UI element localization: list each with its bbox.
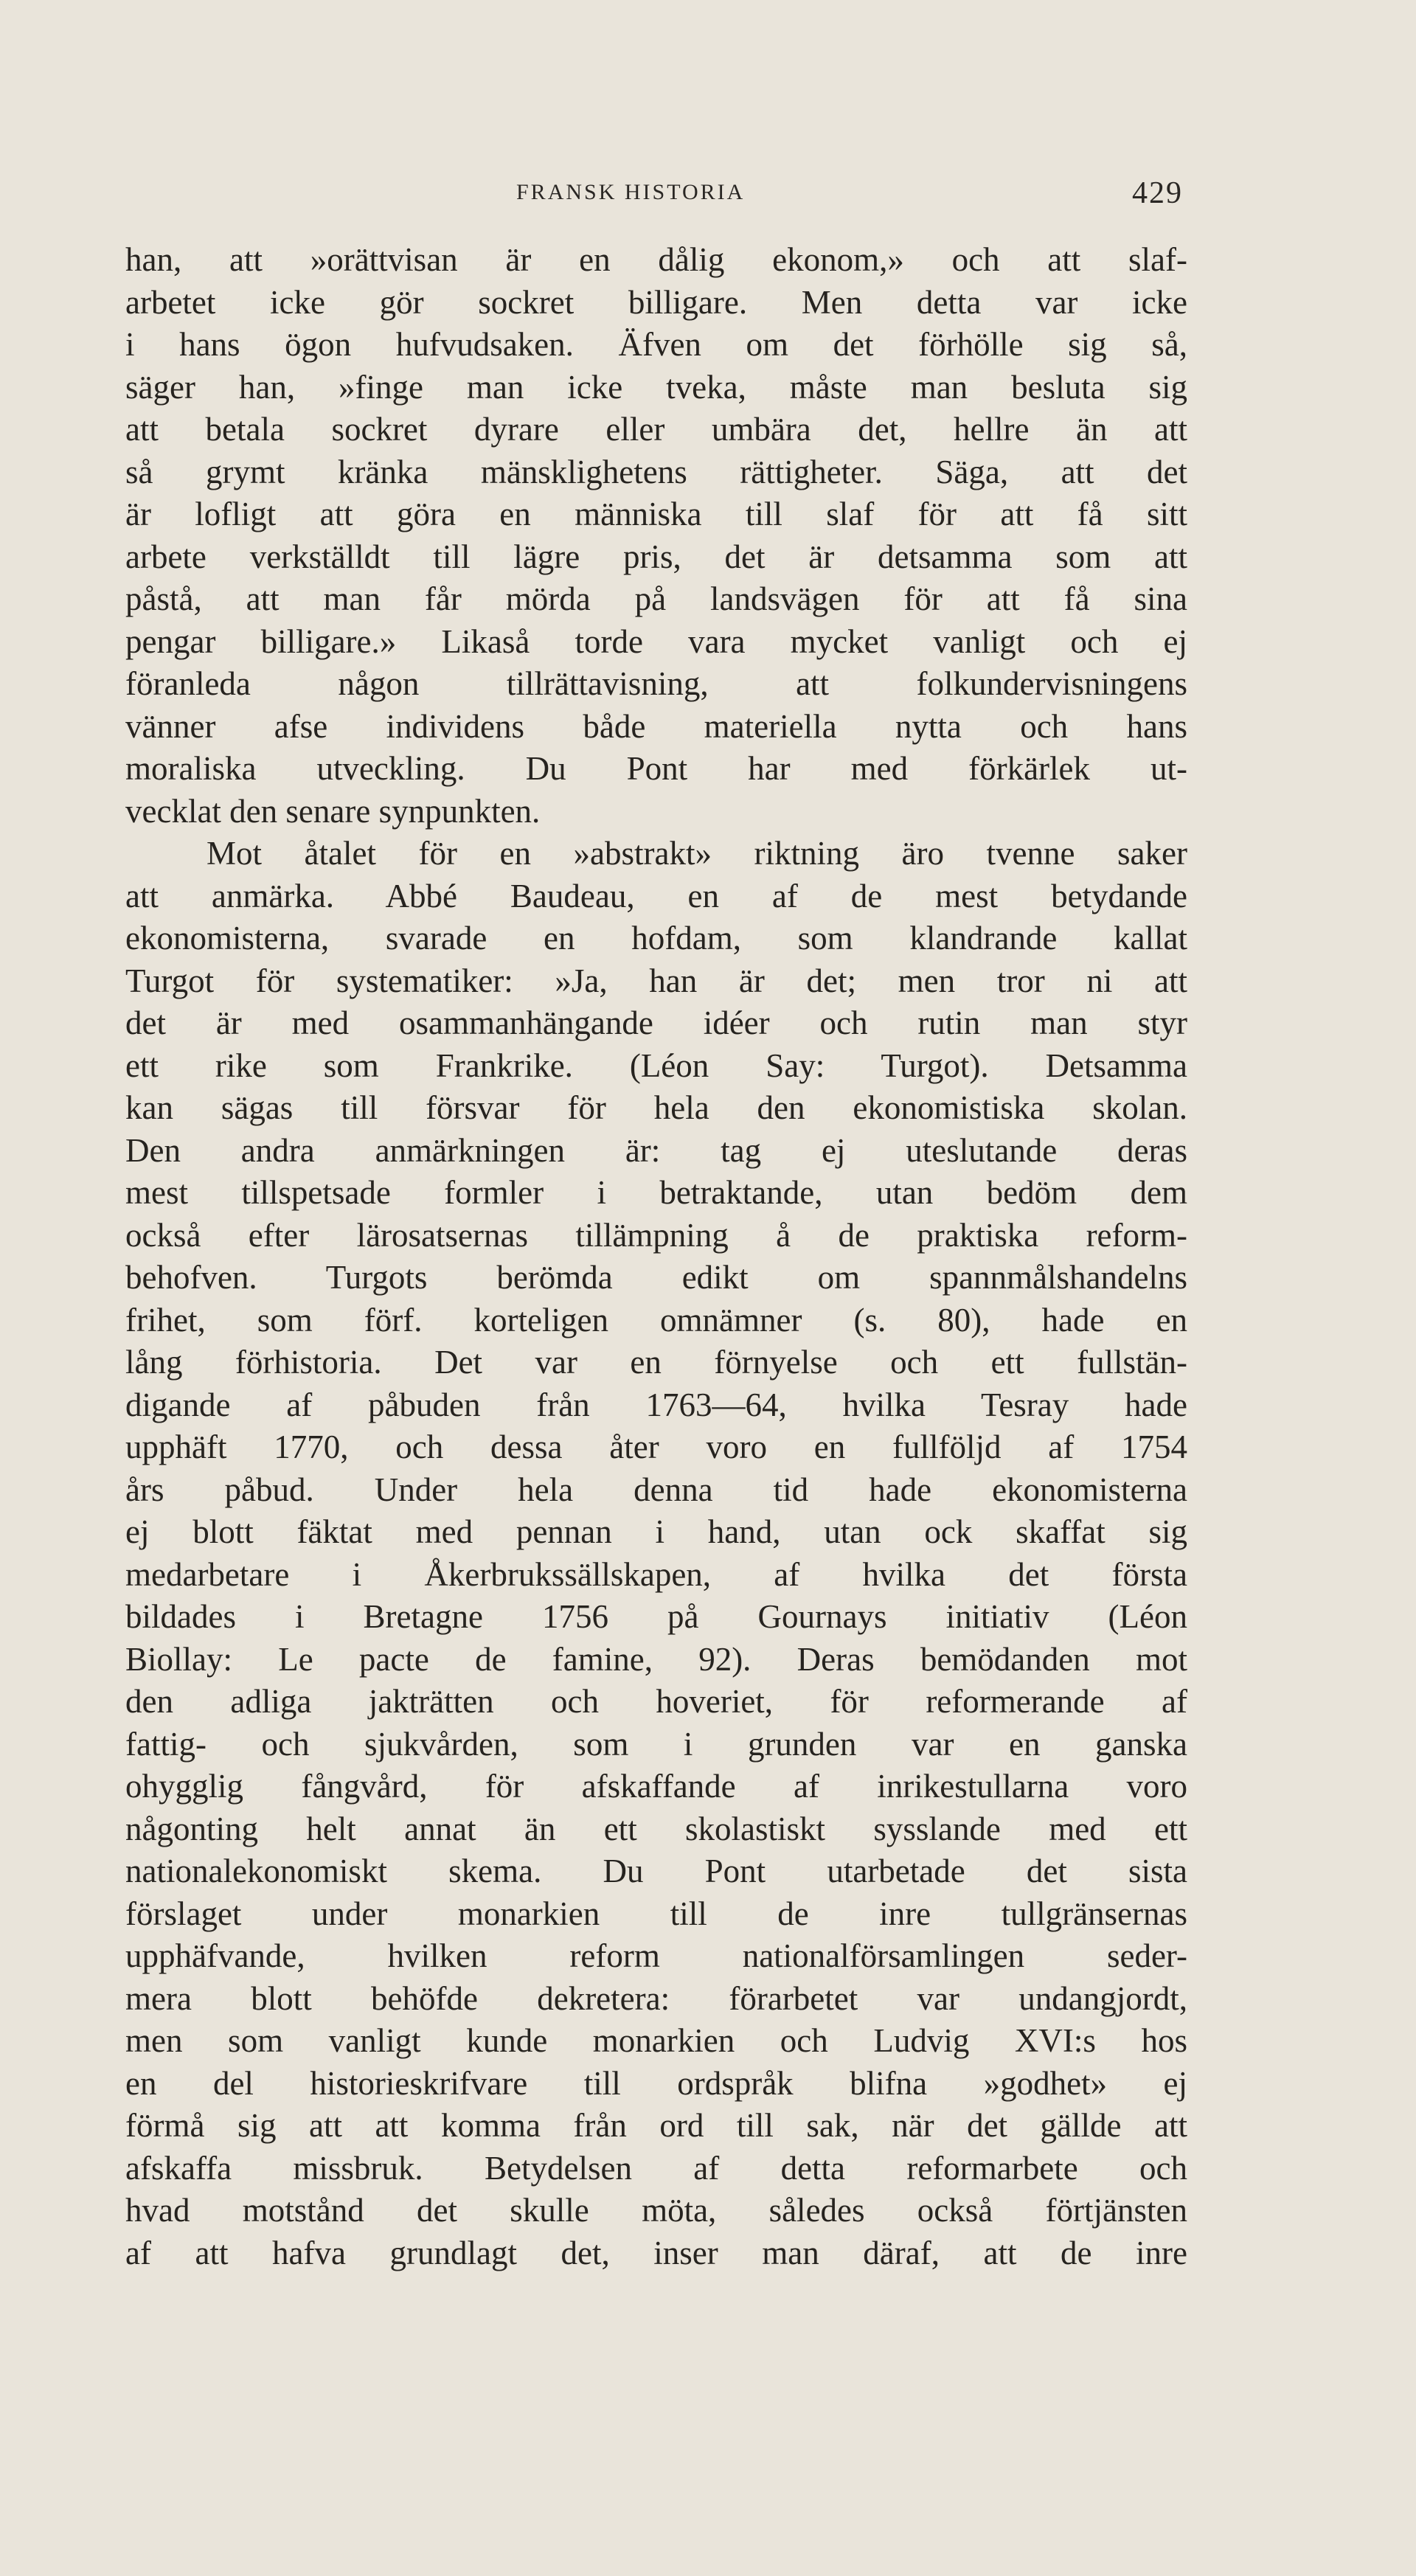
text-line: vecklat den senare synpunkten. bbox=[125, 792, 541, 830]
text-line: bildades i Bretagne 1756 på Gournays initiativ (Léon bbox=[125, 1598, 1187, 1635]
text-line: mest tillspetsade formler i betraktande, utan bedöm dem bbox=[125, 1174, 1187, 1211]
text-line: så grymt kränka mänsklighetens rättigheter. Säga, att det bbox=[125, 453, 1187, 490]
text-line: afskaffa missbruk. Betydelsen af detta reformarbete och bbox=[125, 2149, 1187, 2187]
text-line: är lofligt att göra en människa till slaf för att få sitt bbox=[125, 496, 1187, 532]
text-line: någonting helt annat än ett skolastiskt sysslande med ett bbox=[125, 1810, 1187, 1847]
text-line: Den andra anmärkningen är: tag ej uteslutande deras bbox=[125, 1131, 1187, 1169]
text-line: också efter lärosatsernas tillämpning å de praktiska reform- bbox=[125, 1216, 1187, 1254]
text-line: mera blott behöfde dekretera: förarbetet var undangjordt, bbox=[125, 1979, 1187, 2017]
text-line: af att hafva grundlagt det, inser man däraf, att de inre bbox=[125, 2234, 1187, 2271]
text-line: fattig- och sjukvården, som i grunden var en ganska bbox=[125, 1725, 1187, 1763]
page-number: 429 bbox=[1132, 176, 1183, 210]
text-line: moraliska utveckling. Du Pont har med förkärlek ut- bbox=[125, 750, 1187, 787]
text-line: lång förhistoria. Det var en förnyelse och ett fullstän- bbox=[125, 1344, 1187, 1381]
text-line: att betala sockret dyrare eller umbära det, hellre än att bbox=[125, 411, 1187, 448]
text-line: ett rike som Frankrike. (Léon Say: Turgot). Detsamma bbox=[125, 1046, 1187, 1084]
text-line: Biollay: Le pacte de famine, 92). Deras bemödanden mot bbox=[125, 1640, 1187, 1678]
text-line: medarbetare i Åkerbrukssällskapen, af hvilka det första bbox=[125, 1555, 1187, 1593]
text-line: den adliga jakträtten och hoveriet, för reformerande af bbox=[125, 1683, 1187, 1720]
text-line: hvad motstånd det skulle möta, således också förtjänsten bbox=[125, 2192, 1187, 2229]
text-line: pengar billigare.» Likaså torde vara mycket vanligt och ej bbox=[125, 622, 1187, 660]
text-line: säger han, »finge man icke tveka, måste man besluta sig bbox=[125, 368, 1187, 406]
running-head bbox=[125, 176, 1187, 220]
text-line: kan sägas till försvar för hela den ekonomistiska skolan. bbox=[125, 1089, 1187, 1126]
text-line: frihet, som förf. korteligen omnämner (s. 80), hade en bbox=[125, 1301, 1187, 1339]
text-line: förslaget under monarkien till de inre tullgränsernas bbox=[125, 1895, 1187, 1932]
text-line: påstå, att man får mörda på landsvägen för att få sina bbox=[125, 580, 1187, 617]
text-line: föranleda någon tillrättavisning, att folkundervisningens bbox=[125, 665, 1187, 702]
text-line: arbetet icke gör sockret billigare. Men detta var icke bbox=[125, 283, 1187, 321]
text-line: vänner afse individens både materiella nytta och hans bbox=[125, 707, 1187, 745]
text-line: nationalekonomiskt skema. Du Pont utarbetade det sista bbox=[125, 1853, 1187, 1889]
text-line: en del historieskrifvare till ordspråk blifna »godhet» ej bbox=[125, 2064, 1187, 2102]
text-line: Mot åtalet för en »abstrakt» riktning äro tvenne saker bbox=[206, 835, 1187, 872]
text-line: det är med osammanhängande idéer och rutin man styr bbox=[125, 1004, 1187, 1041]
text-line: att anmärka. Abbé Baudeau, en af de mest betydande bbox=[125, 877, 1187, 914]
text-line: han, att »orättvisan är en dålig ekonom,» och att slaf- bbox=[125, 241, 1187, 278]
text-line: men som vanligt kunde monarkien och Ludvig XVI:s hos bbox=[125, 2022, 1187, 2059]
text-line: i hans ögon hufvudsaken. Äfven om det förhölle sig så, bbox=[125, 326, 1187, 363]
text-line: Turgot för systematiker: »Ja, han är det; men tror ni att bbox=[125, 962, 1187, 999]
text-line: års påbud. Under hela denna tid hade ekonomisterna bbox=[125, 1471, 1187, 1508]
text-line: förmå sig att att komma från ord till sak, när det gällde att bbox=[125, 2107, 1187, 2144]
text-line: ohygglig fångvård, för afskaffande af inrikestullarna voro bbox=[125, 1768, 1187, 1805]
text-line: ej blott fäktat med pennan i hand, utan ock skaffat sig bbox=[125, 1513, 1187, 1550]
text-line: digande af påbuden från 1763—64, hvilka Tesray hade bbox=[125, 1386, 1187, 1423]
text-line: ekonomisterna, svarade en hofdam, som klandrande kallat bbox=[125, 920, 1187, 957]
text-line: arbete verkställdt till lägre pris, det är detsamma som att bbox=[125, 538, 1187, 575]
text-line: upphäft 1770, och dessa åter voro en fullföljd af 1754 bbox=[125, 1428, 1187, 1465]
text-line: upphäfvande, hvilken reform nationalförsamlingen seder- bbox=[125, 1937, 1187, 1974]
running-title: FRANSK HISTORIA bbox=[516, 180, 746, 204]
body-text bbox=[125, 239, 1187, 2274]
text-line: behofven. Turgots berömda edikt om spannmålshandelns bbox=[125, 1259, 1187, 1296]
